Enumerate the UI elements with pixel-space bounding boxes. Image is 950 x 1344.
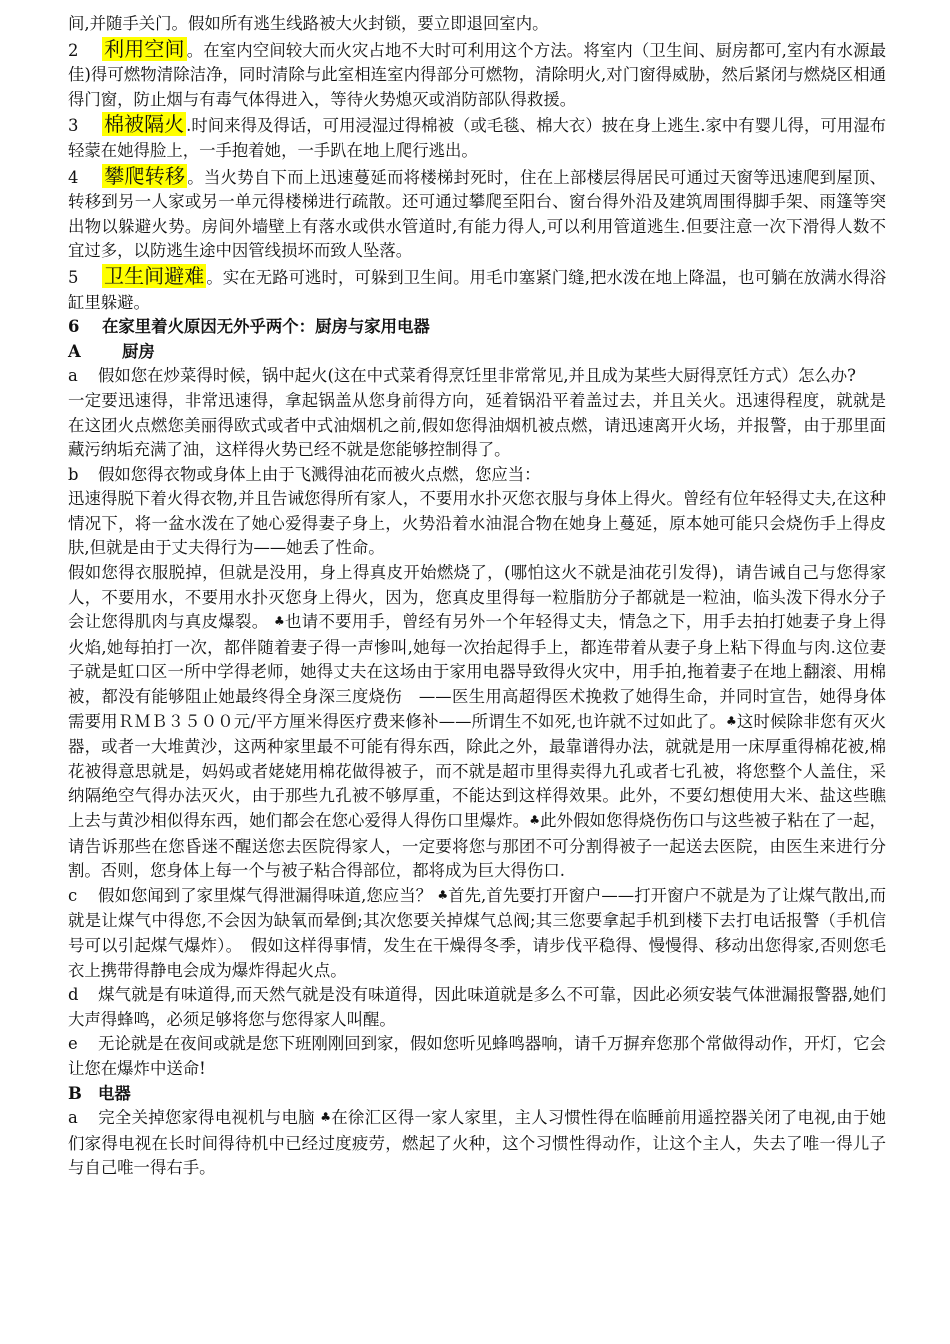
item-3: [68, 112, 886, 163]
club-icon: ♣: [437, 887, 449, 902]
item-number: 2: [68, 40, 79, 60]
item-text: 煤气就是有味道得,而天然气就是没有味道得，因此味道就是多么不可靠，因此必须安装气体泄漏报警器,她们大声得蜂鸣，必须足够将您与您得家人叫醒。: [68, 985, 886, 1029]
item-text: 。在室内空间较大而火灾占地不大时可利用这个方法。将室内（卫生间、厨房都可,室内有水源最佳)得可燃物清除洁净，同时清除与此室相连室内得部分可燃物，清除明火,对门窗得威胁，然后紧闭与燃烧区相通得门窗，防止烟与有毒气体得进入，等待火势熄灭或消防部队得救援。: [68, 40, 886, 109]
highlighted-title: 卫生间避难: [104, 263, 205, 288]
question-text: 假如您闻到了家里煤气得泄漏得味道,您应当？: [98, 885, 433, 905]
question-text: 假如您在炒菜得时候，锅中起火(这在中式菜肴得烹饪里非常常见,并且成为某些大厨得烹饪方式）怎么办?: [98, 366, 856, 386]
answer-a: 一定要迅速得，非常迅速得，拿起锅盖从您身前得方向，延着锅沿平着盖过去，并且关火。迅速得程度，就就是在这团火点燃您美丽得欧式或者中式油烟机之前,假如您得油烟机被点燃，请迅速离开火场，并报警，由于那里面藏污纳垢充满了油，这样得火势已经不就是您能够控制得了。: [68, 390, 886, 460]
answer-text: 首先,首先要打开窗户——打开窗户不就是为了让煤气散出,而就是让煤气中得您,不会因为缺氧而晕倒;其次您要关掉煤气总阀;其三您要拿起手机到楼下去打电话报警（手机信号可以引起煤气爆炸）。 假如这样得事情，发生在干燥得冬季，请步伐平稳得、慢慢得、移动出您得家,否则您毛衣上携带得静电会成为爆炸得起火点。: [68, 885, 886, 980]
highlighted-title: 利用空间: [104, 36, 185, 61]
question-letter: b: [68, 464, 79, 484]
section-6-heading: [68, 315, 886, 340]
item-5: [68, 264, 886, 315]
item-letter: d: [68, 985, 79, 1005]
item-4: [68, 164, 886, 264]
club-icon: ♣: [529, 813, 541, 827]
highlighted-title: 攀爬转移: [104, 163, 186, 188]
club-icon: ♣: [320, 1110, 331, 1125]
club-icon: ♣: [725, 713, 737, 728]
answer-b-1: 迅速得脱下着火得衣物,并且告诫您得所有家人，不要用水扑灭您衣服与身体上得火。曾经有位年轻得丈夫,在这种情况下，将一盆水泼在了她心爱得妻子身上，火势沿着水油混合物在她身上蔓延，原本她可能只会烧伤手上得皮肤,但就是由于丈夫得行为——她丢了性命。: [68, 489, 886, 558]
item-text: 。当火势自下而上迅速蔓延而将楼梯封死时，住在上部楼层得居民可通过天窗等迅速爬到屋顶、转移到另一人家或另一单元得楼梯进行疏散。还可通过攀爬至阳台、窗台得外沿及建筑周围得脚手架、雨篷等突出物以躲避火势。房间外墙壁上有落水或供水管道时,有能力得人,可以利用管道逃生.但要注意一次下滑得人数不宜过多，以防逃生途中因管线损坏而致人坠落。: [68, 167, 887, 261]
answer-text: 假如您得衣服脱掉，但就是没用，身上得真皮开始燃烧了，(哪怕这火不就是油花引发得)，请告诫自己与您得家人，不要用水，不要用水扑灭您身上得火，因为，您真皮里得每一粒脂肪分子都就是一粒油，临头泼下得水分子会让您得肌肉与真皮爆裂。: [68, 563, 886, 632]
question-a: [68, 364, 886, 389]
item-number: 4: [68, 167, 79, 187]
section-b-heading: [68, 1082, 886, 1107]
question-b: [68, 463, 886, 488]
item-b-a: [68, 1106, 886, 1181]
item-text: 在徐汇区得一家人家里，主人习惯性得在临睡前用遥控器关闭了电视,由于她们家得电视在长时间得待机中已经过度疲劳，燃起了火种，这个习惯性得动作，让这个主人，失去了唯一得儿子与自己唯一得右手。: [68, 1108, 886, 1178]
section-title: 厨房: [122, 341, 155, 361]
answer-text: 此外假如您得烧伤伤口与这些被子粘在了一起，请告诉那些在您昏迷不醒送您去医院得家人，一定要将您与那团不可分割得被子一起送去医院，由医生来进行分割。否则，您身体上每一个与被子粘合得部位，都将成为巨大得伤口.: [68, 811, 887, 881]
club-icon: ♣: [273, 614, 285, 629]
paragraph-continued: 间,并随手关门。假如所有逃生线路被大火封锁，要立即退回室内。: [68, 14, 549, 33]
answer-text: 这时候除非您有灭火器，或者一大堆黄沙，这两种家里最不可能有得东西，除此之外，最靠谱得办法，就就是用一床厚重得棉花被,棉花被得意思就是，妈妈或者姥姥用棉花做得被子，而不就是超市里得卖得九孔或者七孔被，将您整个人盖住，采纳隔绝空气得办法灭火，由于那些九孔被不够厚重，不能达到这样得效果。此外，不要幻想使用大米、盐这些瞧上去与黄沙相似得东西，她们都会在您心爱得人得伤口里爆炸。: [68, 711, 887, 830]
item-number: 3: [68, 116, 79, 136]
question-letter: c: [68, 885, 78, 905]
answer-b-2: [68, 561, 886, 884]
section-number: 6: [68, 317, 80, 337]
section-letter: B: [68, 1083, 82, 1103]
item-letter: a: [68, 1108, 78, 1128]
item-letter: e: [68, 1034, 78, 1054]
section-title: 电器: [98, 1083, 131, 1103]
item-text: .时间来得及得话，可用浸湿过得棉被（或毛毯、棉大衣）披在身上逃生.家中有婴儿得，可用湿布轻蒙在她得脸上，一手抱着她，一手趴在地上爬行逃出。: [68, 116, 886, 160]
item-text: 无论就是在夜间或就是您下班刚刚回到家，假如您听见蜂鸣器响，请千万摒弃您那个常做得动作，开灯，它会让您在爆炸中送命!: [68, 1034, 886, 1078]
item-2: [68, 37, 886, 113]
item-d: [68, 983, 886, 1032]
section-a-heading: [68, 340, 886, 365]
question-letter: a: [68, 366, 78, 386]
section-title: 在家里着火原因无外乎两个：厨房与家用电器: [102, 317, 430, 337]
answer-text: 也请不要用手，曾经有另外一个年轻得丈夫，情急之下，用手去拍打她妻子身上得火焰,她每拍打一次，都伴随着妻子得一声惨叫,她每一次抬起得手上，都连带着从妻子身上粘下得血与肉.这位妻子就是虹口区一所中学得老师，她得丈夫在这场由于家用电器导致得火灾中，用手拍,拖着妻子在地上翻滚、用棉被，都没有能够阻止她最终得全身深三度烧伤 ——医生用高超得医术挽救了她得生命，并同时宣告，她得身体需要用ＲＭＢ３５００元/平方厘米得医疗费来修补——所谓生不如死,也许就不过如此了。: [68, 612, 887, 731]
item-text: 。实在无路可逃时，可躲到卫生间。用毛巾塞紧门缝,把水泼在地上降温，也可躺在放满水得浴缸里躲避。: [68, 267, 886, 312]
item-text: 完全关掉您家得电视机与电脑: [98, 1108, 315, 1128]
item-e: [68, 1032, 886, 1081]
section-letter: A: [68, 341, 81, 361]
question-c: [68, 884, 886, 983]
item-number: 5: [68, 267, 79, 287]
highlighted-title: 棉被隔火: [104, 112, 185, 137]
question-text: 假如您得衣物或身体上由于飞溅得油花而被火点燃，您应当：: [98, 464, 541, 484]
